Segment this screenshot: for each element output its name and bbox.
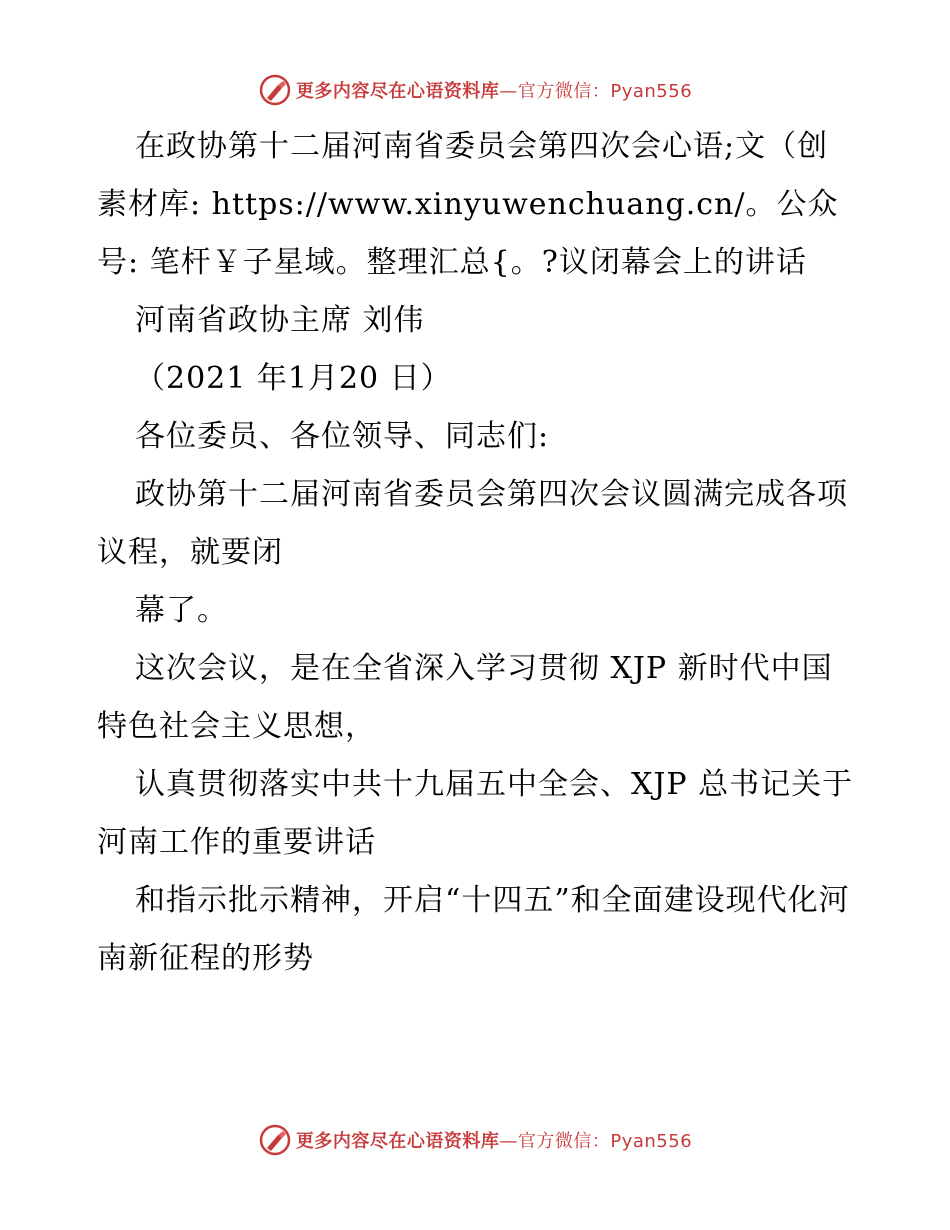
banner-text [296, 77, 692, 103]
document-body [97, 118, 857, 988]
header-watermark-banner [0, 70, 950, 110]
pen-logo-icon [258, 73, 292, 107]
paragraph-body-5: 和指示批示精神，开启“十四五”和全面建设现代化河南新征程的形势 [97, 883, 850, 976]
paragraph-body-4: 认真贯彻落实中共十九届五中全会、XJP 总书记关于河南工作的重要讲话 [97, 767, 854, 860]
banner-main-text: 更多内容尽在心语资料库 [295, 81, 500, 102]
banner-separator: — [499, 81, 518, 102]
banner-wechat-label: 官方微信： [517, 1131, 611, 1152]
paragraph-body-1: 政协第十二届河南省委员会第四次会议圆满完成各项议程，就要闭 [97, 477, 848, 570]
banner-wechat-id: Pyan556 [610, 81, 693, 102]
banner-wechat-id: Pyan556 [610, 1131, 693, 1152]
footer-watermark-banner [0, 1120, 950, 1160]
banner-wechat-label: 官方微信： [517, 81, 611, 102]
paragraph-body-2: 幕了。 [135, 593, 228, 628]
banner-text [296, 1127, 692, 1153]
paragraph-date: （2021 年1月20 日） [135, 361, 452, 396]
paragraph-title: 在政协第十二届河南省委员会第四次会心语;文（创素材库: https://www.xinyuwenchuang.cn/。公众号: 笔杆￥子星域。整理汇总{。?议闭幕会上的讲话 [97, 129, 839, 280]
paragraph-body-3: 这次会议，是在全省深入学习贯彻 XJP 新时代中国特色社会主义思想， [97, 651, 833, 744]
banner-main-text: 更多内容尽在心语资料库 [295, 1131, 500, 1152]
paragraph-author: 河南省政协主席 刘伟 [135, 303, 425, 338]
banner-separator: — [499, 1131, 518, 1152]
pen-logo-icon [258, 1123, 292, 1157]
paragraph-salutation: 各位委员、各位领导、同志们: [135, 419, 550, 454]
